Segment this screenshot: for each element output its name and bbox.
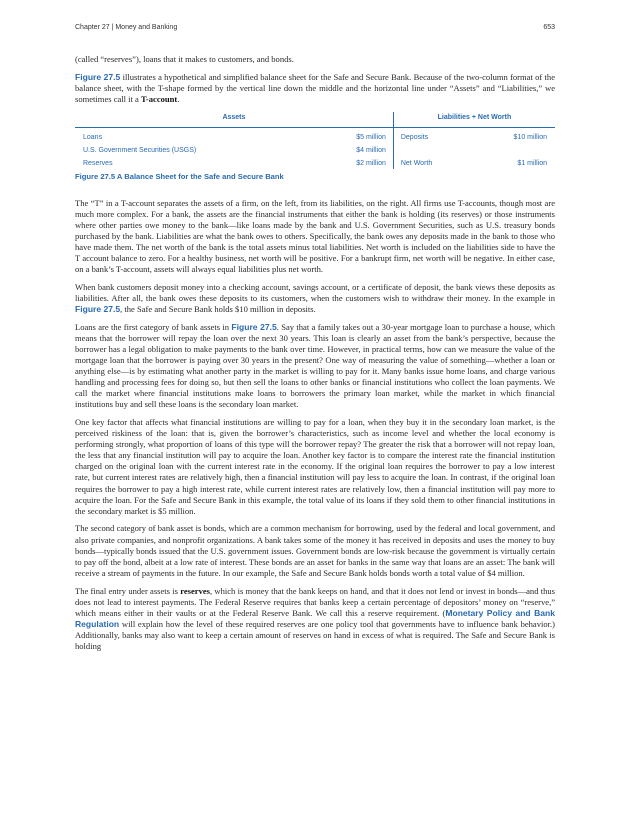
paragraph-text: (called “reserves”), loans that it makes to customers, and bonds. <box>75 54 294 64</box>
term-reserves: reserves <box>180 585 210 596</box>
liability-label <box>393 144 471 157</box>
table-row <box>75 144 555 157</box>
asset-label: Reserves <box>83 159 113 167</box>
paragraph-text-start: The final entry under assets is <box>75 585 181 596</box>
paragraph-continuation <box>75 54 555 65</box>
paragraph-text: . Say that a family takes out a 30-year mortgage loan to purchase a house, which means that the borrower will repay the loan over the next 30 years. This loan is clearly an asset from the bank’s perspective, because the borrower has a legal obligation to make payments to the bank over time. However, in practical terms, how can we measure the value of the mortgage loan that the borrower is paying over 30 years in the present? One way of measuring the value of something—whether a loan or anything else—is by estimating what another party in the market is willing to pay for it. Many banks issue home loans, and charge various handling and processing fees for doing so, but then sell the loans to other banks or financial institutions who collect the loan payments. We call the market where financial institutions make loans to borrowers the primary loan market, while the market in which financial institutions buy and sell these loans is the secondary loan market. <box>75 321 555 410</box>
asset-label: U.S. Government Securities (USGS) <box>83 146 197 154</box>
paragraph-text-end: . <box>177 93 180 104</box>
paragraph-text-end: , the Safe and Secure Bank holds $10 million in deposits. <box>120 303 316 314</box>
chapter-title: Chapter 27 | Money and Banking <box>75 24 178 31</box>
paragraph-figure-intro <box>75 72 555 105</box>
assets-header: Assets <box>75 112 393 128</box>
paragraph-text: One key factor that affects what financial institutions are willing to pay for a loan, when they buy it in the secondary loan market, is the perceived riskiness of the loan: that is, given the borrower’s characteristics, such as income level and whether the local economy is performing strongly, what proportion of loans of this type will the borrower repay? The greater the risk that a borrower will not repay loan, the less that any financial institution will pay to acquire the loan. Another key factor is to compare the interest rate the financial institution charged on the original loan with the current interest rate in the economy. If the original loan requires the borrower to pay a low interest rate, but current interest rates are relatively high, then a financial institution will pay less to acquire the loan. In contrast, if the original loan requires the borrower to pay a high interest rate, while current interest rates are relatively low, then a financial institution will pay more to acquire the loan. For the Safe and Secure Bank in this example, the total value of its loans if they sold them to other financial institutions in the secondary market is $5 million. <box>75 417 555 516</box>
liabilities-header: Liabilities + Net Worth <box>393 112 555 128</box>
paragraph-text-start: Loans are the first category of bank assets in <box>75 321 232 332</box>
paragraph-bonds <box>75 523 555 578</box>
page-body <box>75 54 555 659</box>
liability-label: Net Worth <box>400 159 433 167</box>
paragraph-t-account <box>75 198 555 276</box>
paragraph-text: , which is money that the bank keeps on hand, and that it does not lend or invest in bonds—and thus does not lead to interest payments. The Federal Reserve requires that banks keep a certain percentage of depositors’ money on “reserve,” which means either in their vaults or at the Federal Reserve Bank. We call this a reserve requirement. ( <box>75 585 556 618</box>
paragraph-text-end: will explain how the level of these required reserves are one policy tool that governments have to influence bank behavior.) Additionally, banks may also want to keep a certain amount of reserves on hand in excess of what is required. The Safe and Secure Bank is holding <box>75 618 555 651</box>
figure-link[interactable]: Figure 27.5 <box>75 71 121 82</box>
paragraph-text: The second category of bank asset is bonds, which are a common mechanism for borrowing, used by the federal and local government, and also private companies, and nonprofit organizations. A bank takes some of the money it has received in deposits and uses the money to buy bonds—typically bonds issued that the U.S. government issues. Government bonds are low-risk because the government is virtually certain to pay off the bond, albeit at a low rate of interest. These bonds are an asset for banks in the same way that loans are an asset: The bank will receive a stream of payments in the future. In our example, the Safe and Secure Bank holds bonds worth a total value of $4 million. <box>75 523 555 578</box>
paragraph-text: The “T” in a T-account separates the assets of a firm, on the left, from its liabilities, on the right. All firms use T-accounts, though most are much more complex. For a bank, the assets are the financial instruments that either the bank is holding (its reserves) or those instruments where other parties owe money to the bank—like loans made by the bank and U.S. Government Securities, such as U.S. treasury bonds purchased by the bank. Liabilities are what the bank owes to others. Specifically, the bank owes any deposits made in the bank to those who have made them. The net worth of the bank is the total assets minus total liabilities. Net worth is included on the liabilities side to have the T account balance to zero. For a healthy business, net worth will be positive. For a bankrupt firm, net worth will be negative. In either case, on a bank’s T-account, assets will always equal liabilities plus net worth. <box>75 197 555 275</box>
chapter-link[interactable]: Monetary Policy and Bank Regulation <box>75 607 555 629</box>
liability-value: $10 million <box>513 133 547 141</box>
paragraph-reserves <box>75 586 555 653</box>
table-row <box>75 157 555 170</box>
page-number: 653 <box>543 24 555 31</box>
figure-link[interactable]: Figure 27.5 <box>75 303 121 314</box>
figure-caption: Figure 27.5 A Balance Sheet for the Safe and Secure Bank <box>75 172 284 182</box>
paragraph-text: When bank customers deposit money into a checking account, savings account, or a certificate of deposit, the bank views these deposits as liabilities. After all, the bank owes these deposits to its customers, when the customers wish to withdraw their money. In the example in <box>75 281 555 303</box>
running-header <box>75 24 555 31</box>
balance-sheet-table <box>75 112 555 169</box>
asset-label: Loans <box>83 133 103 141</box>
asset-value: $2 million <box>319 157 394 170</box>
term-t-account: T-account <box>140 93 178 104</box>
asset-value: $4 million <box>319 144 394 157</box>
liability-value: $1 million <box>517 159 547 167</box>
paragraph-loans <box>75 322 555 411</box>
asset-value: $5 million <box>319 128 394 144</box>
paragraph-text: illustrates a hypothetical and simplified balance sheet for the Safe and Secure Bank. Because of the two-column format of the balance sheet, with the T-shape formed by the vertical line down the middle and the horizontal line under “Assets” and “Liabilities,” we sometimes call it a <box>75 71 555 104</box>
figure-link[interactable]: Figure 27.5 <box>231 321 277 332</box>
paragraph-deposits <box>75 282 555 315</box>
liability-label: Deposits <box>400 133 429 141</box>
liability-value <box>472 144 555 157</box>
paragraph-loan-value <box>75 417 555 517</box>
table-row <box>75 128 555 144</box>
